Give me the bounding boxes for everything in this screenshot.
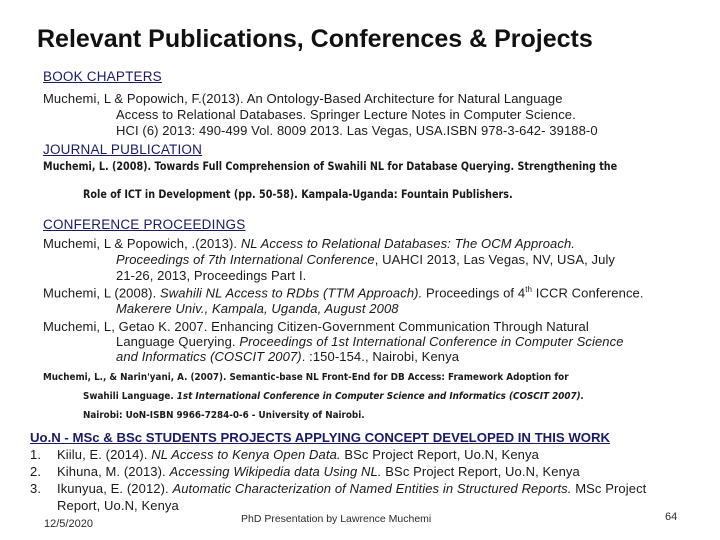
conference-entry-3-line-2: Language Querying. Proceedings of 1st International Conference in Computer Science bbox=[116, 334, 624, 349]
project-item-3-text: Ikunyua, E. (2012). Automatic Characterization of Named Entities in Structured Reports. MSc Project bbox=[57, 481, 647, 496]
book-entry-line-3: HCI (6) 2013: 490-499 Vol. 8009 2013. Las Vegas, USA.ISBN 978-3-642- 39188-0 bbox=[116, 123, 598, 138]
conference-entry-2-line-2: Makerere Univ., Kampala, Uganda, August 2008 bbox=[116, 301, 399, 316]
book-entry-line-2: Access to Relational Databases. Springer Lecture Notes in Computer Science. bbox=[116, 107, 576, 122]
journal-entry-image-line-1: Muchemi, L. (2008). Towards Full Comprehension of Swahili NL for Database Querying. Strengthening the bbox=[43, 160, 618, 173]
conference-image-line-1: Muchemi, L., & Narin'yani, A. (2007). Semantic-base NL Front-End for DB Access: Framework Adoption for bbox=[43, 372, 569, 383]
footer-presenter: PhD Presentation by Lawrence Muchemi bbox=[241, 513, 432, 525]
project-item-1-text: Kiilu, E. (2014). NL Access to Kenya Open Data. BSc Project Report, Uo.N, Kenya bbox=[57, 447, 539, 462]
slide-title: Relevant Publications, Conferences & Projects bbox=[37, 25, 593, 53]
conference-entry-1-line-2: Proceedings of 7th International Conference, UAHCI 2013, Las Vegas, NV, USA, July bbox=[116, 252, 616, 267]
footer-page-number: 64 bbox=[665, 511, 678, 523]
conference-entry-2-line-1: Muchemi, L (2008). Swahili NL Access to RDbs (TTM Approach). Proceedings of 4th ICCR Conference. bbox=[43, 285, 644, 301]
project-item-3-continuation: Report, Uo.N, Kenya bbox=[57, 498, 179, 513]
conference-entry-3-line-1: Muchemi, L, Getao K. 2007. Enhancing Citizen-Government Communication Through Natural bbox=[43, 319, 589, 334]
conference-image-line-3: Nairobi: UoN-ISBN 9966-7284-0-6 - University of Nairobi. bbox=[83, 410, 365, 421]
project-item-1: 1. bbox=[30, 447, 42, 462]
project-item-2-text: Kihuna, M. (2013). Accessing Wikipedia data Using NL. BSc Project Report, Uo.N, Kenya bbox=[57, 464, 580, 479]
projects-heading: Uo.N - MSc & BSc STUDENTS PROJECTS APPLYING CONCEPT DEVELOPED IN THIS WORK bbox=[30, 430, 611, 445]
project-item-3: 3. bbox=[30, 481, 42, 496]
conference-entry-1-line-1: Muchemi, L & Popowich, .(2013). NL Access to Relational Databases: The OCM Approach. bbox=[43, 236, 576, 251]
conference-heading: CONFERENCE PROCEEDINGS bbox=[43, 217, 246, 232]
journal-heading: JOURNAL PUBLICATION bbox=[43, 142, 203, 157]
book-entry-line-1: Muchemi, L & Popowich, F.(2013). An Ontology-Based Architecture for Natural Language bbox=[43, 91, 563, 106]
journal-entry-image-line-2: Role of ICT in Development (pp. 50-58). Kampala-Uganda: Fountain Publishers. bbox=[83, 188, 513, 201]
footer-date: 12/5/2020 bbox=[44, 518, 93, 530]
book-chapters-heading: BOOK CHAPTERS bbox=[43, 69, 162, 84]
conference-image-line-2: Swahili Language. 1st International Conference in Computer Science and Informatics (COSCIT 2007). bbox=[83, 391, 584, 402]
conference-entry-1-line-3: 21-26, 2013, Proceedings Part I. bbox=[116, 268, 307, 283]
project-item-2: 2. bbox=[30, 464, 42, 479]
conference-entry-3-line-3: and Informatics (COSCIT 2007). :150-154., Nairobi, Kenya bbox=[116, 349, 460, 364]
